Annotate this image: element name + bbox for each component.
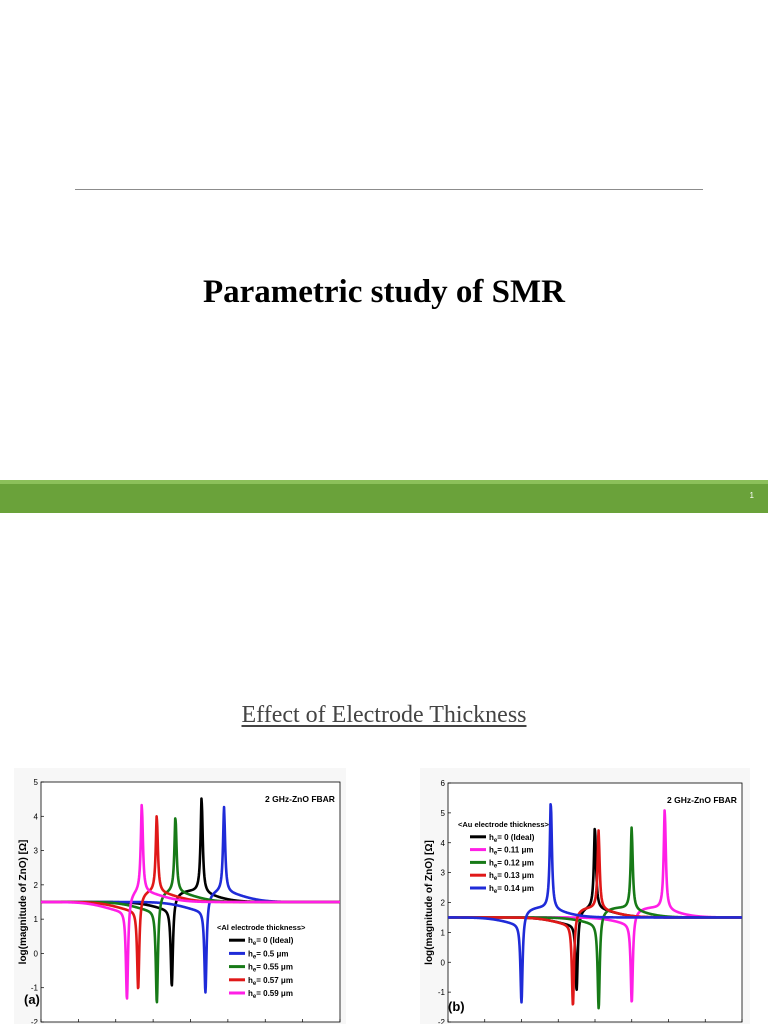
slide-title: Parametric study of SMR — [202, 274, 565, 310]
chart-title: 2 GHz-ZnO FBAR — [667, 795, 737, 805]
legend-title: <Au electrode thickness> — [458, 820, 549, 829]
green-footer-band-highlight — [0, 480, 768, 484]
chart-b-svg — [420, 768, 750, 1024]
green-footer-band — [0, 480, 768, 513]
legend-entry: $h_e= 0$ (Ideal) — [248, 936, 294, 948]
y-tick-label: 3 — [33, 846, 38, 856]
legend-entry: $h_e= 0.12$ μm — [489, 858, 534, 870]
y-tick-label: 5 — [440, 808, 445, 818]
legend-entry: $h_e= 0$ (Ideal) — [489, 832, 535, 844]
y-axis-label: log(magnitude of ZnO) [Ω] — [18, 839, 29, 965]
legend-entry: $h_e= 0.57$ μm — [248, 975, 293, 987]
y-tick-label: 2 — [33, 880, 38, 890]
y-axis-label: log(magnitude of ZnO) [Ω] — [424, 840, 435, 965]
legend-entry: $h_e= 0.14$ μm — [489, 884, 534, 895]
y-tick-label: -1 — [437, 988, 445, 998]
y-tick-label: -2 — [437, 1018, 445, 1024]
legend-entry: $h_e= 0.5$ μm — [248, 949, 289, 961]
y-tick-label: -2 — [30, 1018, 38, 1024]
title-divider — [75, 189, 703, 190]
legend-title: <Al electrode thickness> — [217, 923, 306, 932]
y-tick-label: 5 — [33, 778, 38, 787]
figure-panel-a — [14, 768, 346, 1024]
legend-entry: $h_e= 0.11$ μm — [489, 845, 534, 857]
y-tick-label: 1 — [440, 928, 445, 938]
y-tick-label: 6 — [440, 779, 445, 788]
chart-title: 2 GHz-ZnO FBAR — [265, 794, 335, 804]
y-tick-label: 2 — [440, 898, 445, 908]
panel-label: (a) — [24, 992, 40, 1007]
section-subtitle: Effect of Electrode Thickness — [241, 702, 527, 728]
y-tick-label: 0 — [33, 949, 38, 959]
y-tick-label: 0 — [440, 958, 445, 968]
legend-entry: $h_e= 0.59$ μm — [248, 989, 293, 1000]
panel-label: (b) — [448, 999, 465, 1014]
y-tick-label: 4 — [440, 838, 445, 848]
legend-entry: $h_e= 0.55$ μm — [248, 962, 293, 974]
y-tick-label: 4 — [33, 812, 38, 822]
chart-a-svg — [14, 768, 346, 1024]
legend-entry: $h_e= 0.13$ μm — [489, 871, 534, 883]
y-tick-label: 1 — [33, 915, 38, 925]
slide-number: 1 — [749, 491, 754, 500]
y-tick-label: -1 — [30, 983, 38, 993]
figure-panel-b — [420, 768, 750, 1024]
y-tick-label: 3 — [440, 868, 445, 878]
